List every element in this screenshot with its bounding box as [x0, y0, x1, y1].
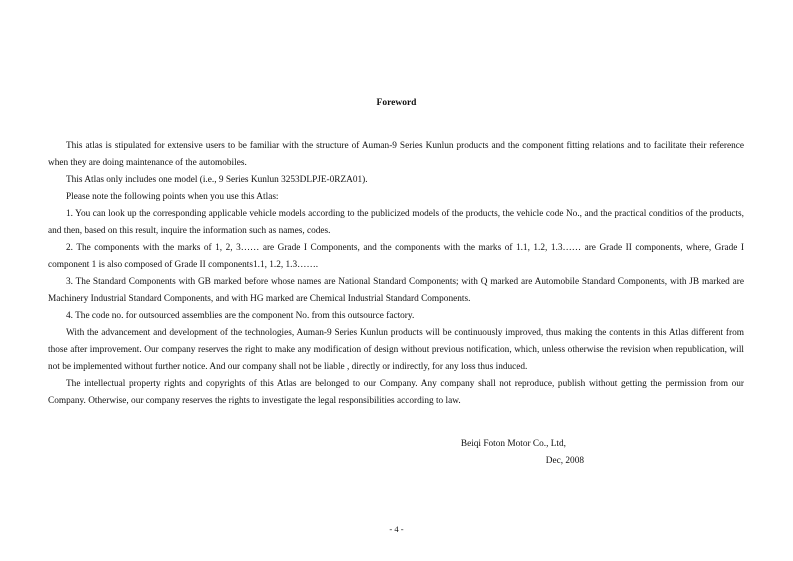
paragraph-model: This Atlas only includes one model (i.e., 9 Series Kunlun 3253DLPJE-0RZA01).	[66, 175, 368, 185]
paragraph-notes-intro: Please note the following points when you use this Atlas:	[66, 192, 279, 202]
signature-date: Dec, 2008	[545, 456, 584, 466]
foreword-body	[48, 138, 744, 410]
paragraph-improvement: With the advancement and development of the technologies, Auman-9 Series Kunlun products will be continuously improved, thus making the contents in this Atlas different from those after improvement. Our company reserves the right to make any modification of design without previous notification, which, unless otherwise the revision when republication, will not be implemented without further notice. And our company shall not be liable , directly or indirectly, for any loss thus induced.	[48, 328, 744, 372]
signature-block	[461, 436, 584, 470]
paragraph-note-4: 4. The code no. for outsourced assemblies are the component No. from this outsource factory.	[66, 311, 415, 321]
paragraph-note-1: 1. You can look up the corresponding applicable vehicle models according to the publicized models of the products, the vehicle code No., and the practical conditios of the products, and then, based on this result, inquire the information such as names, codes.	[48, 209, 744, 236]
paragraph-note-2: 2. The components with the marks of 1, 2, 3…… are Grade I Components, and the components with the marks of 1.1, 1.2, 1.3…… are Grade II components, where, Grade I component 1 is also composed of Grade II components1.1, 1.2, 1.3…….	[48, 243, 744, 270]
paragraph-purpose: This atlas is stipulated for extensive users to be familiar with the structure of Auman-9 Series Kunlun products and the component fitting relations and to facilitate their reference when they are doing maintenance of the automobiles.	[48, 141, 744, 168]
signature-company: Beiqi Foton Motor Co., Ltd,	[460, 439, 566, 449]
paragraph-copyright: The intellectual property rights and copyrights of this Atlas are belonged to our Company. Any company shall not reproduce, publish without getting the permission from our Company. Otherwise, our company reserves the rights to investigate the legal responsibilities according to law.	[48, 379, 744, 406]
paragraph-note-3: 3. The Standard Components with GB marked before whose names are National Standard Components; with Q marked are Automobile Standard Components, with JB marked are Machinery Industrial Standard Components, and with HG marked are Chemical Industrial Standard Components.	[48, 277, 744, 304]
page-title: Foreword	[376, 98, 417, 108]
page-number: - 4 -	[389, 524, 404, 534]
